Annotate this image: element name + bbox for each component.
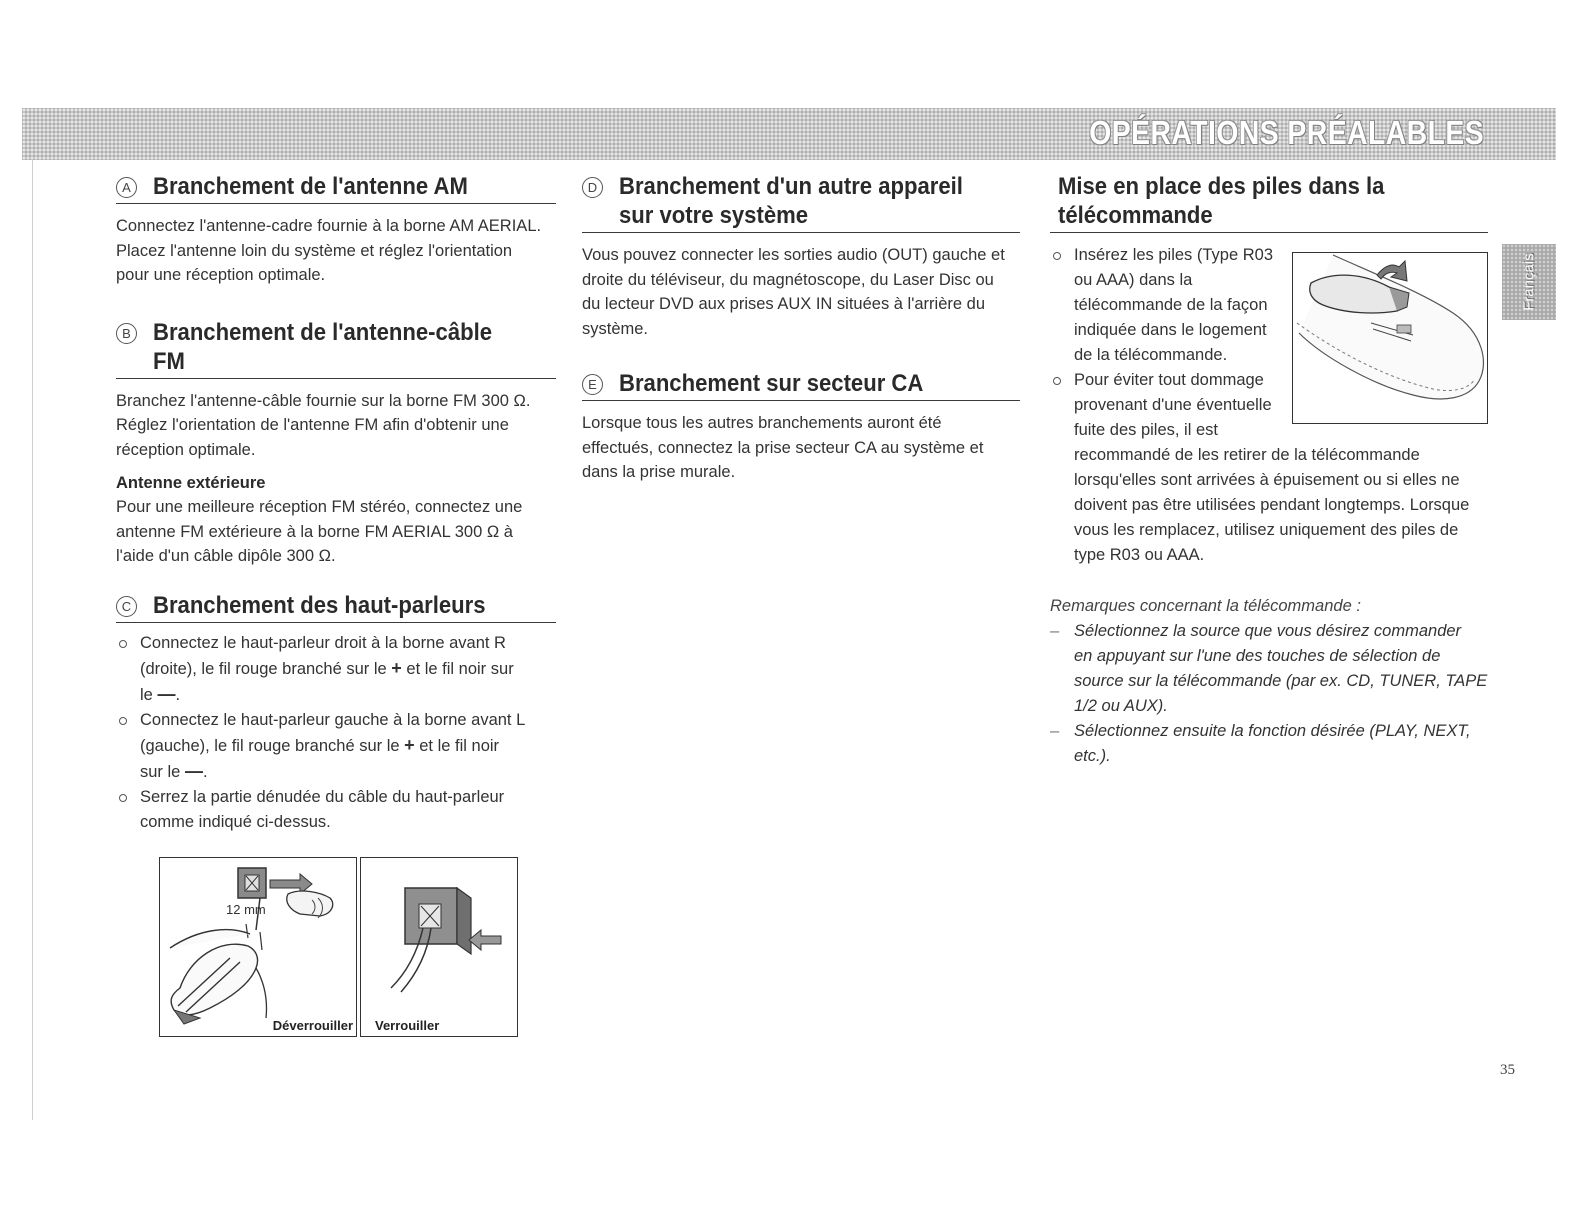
remote-battery-illustration — [1293, 253, 1487, 423]
figure-caption-unlock: Déverrouiller — [272, 1018, 353, 1033]
measure-label: 12 mm — [226, 902, 266, 917]
section-b-subtext: Pour une meilleure réception FM stéréo, connectez une antenne FM extérieure à la borne FM AERIAL 300 Ω à l'aide d'un câble dipôle 300 Ω. — [116, 498, 523, 565]
section-d-text: Vous pouvez connecter les sorties audio (OUT) gauche et droite du téléviseur, du magnétoscope, du Laser Disc ou du lecteur DVD aux prises AUX IN situées à l'arrière du système. — [582, 246, 1005, 338]
section-letter-d: D — [582, 177, 603, 198]
language-tab — [1502, 244, 1556, 320]
section-e-text: Lorsque tous les autres branchements auront été effectués, connectez la prise secteur CA au système et dans la prise murale. — [582, 414, 984, 481]
section-c-title: Branchement des haut-parleurs — [153, 591, 486, 619]
figure-lock — [360, 857, 518, 1037]
section-e-title: Branchement sur secteur CA — [619, 370, 924, 397]
section-letter-a: A — [116, 177, 137, 198]
language-label: Français — [1520, 253, 1538, 311]
section-d-title: Branchement d'un autre appareil sur votre système — [619, 173, 963, 229]
speaker-terminal-lock-illustration — [361, 858, 517, 1036]
section-letter-c: C — [116, 596, 137, 617]
section-banner — [22, 108, 1556, 160]
figure-unlock — [159, 857, 357, 1037]
column-middle — [582, 172, 1020, 485]
section-c-bullets — [116, 631, 556, 835]
remote-remarks — [1050, 594, 1488, 769]
section-b-subhead: Antenne extérieure — [116, 474, 266, 492]
section-d-heading — [582, 172, 1020, 233]
section-a-title: Branchement de l'antenne AM — [153, 173, 468, 200]
section-c-heading — [116, 591, 556, 623]
list-item: Serrez la partie dénudée du câble du haut-parleur comme indiqué ci-dessus. — [116, 785, 556, 835]
section-a-text: Connectez l'antenne-cadre fournie à la borne AM AERIAL. Placez l'antenne loin du système et réglez l'orientation pour une réception optimale. — [116, 217, 542, 284]
page-margin-rule — [32, 160, 33, 1120]
remarks-title: Remarques concernant la télécommande : — [1050, 597, 1361, 615]
batteries-title: Mise en place des piles dans la télécommande — [1058, 173, 1385, 229]
column-left — [116, 172, 556, 835]
section-b-title: Branchement de l'antenne-câble FM — [153, 318, 493, 375]
list-item: Connectez le haut-parleur gauche à la borne avant L (gauche), le fil rouge branché sur le + et le fil noir sur le —. — [116, 708, 556, 785]
figure-battery-insert — [1292, 252, 1488, 424]
section-a-heading — [116, 172, 556, 204]
speaker-terminal-unlock-illustration — [160, 858, 356, 1036]
list-item: Connectez le haut-parleur droit à la borne avant R (droite), le fil rouge branché sur le + et le fil noir sur le —. — [116, 631, 556, 708]
section-letter-b: B — [116, 323, 137, 344]
section-b-heading — [116, 318, 556, 379]
banner-title: OPÉRATIONS PRÉALABLES — [1089, 114, 1484, 151]
remark-item: – Sélectionnez la source que vous désirez commander en appuyant sur l'une des touches de sélection de source sur la télécommande (par ex. CD, TUNER, TAPE 1/2 ou AUX). — [1050, 622, 1488, 715]
page-number: 35 — [1500, 1062, 1515, 1078]
section-b-text: Branchez l'antenne-câble fournie sur la borne FM 300 Ω. Réglez l'orientation de l'antenne FM afin d'obtenir une réception optimale. — [116, 391, 531, 459]
remark-item: – Sélectionnez ensuite la fonction désirée (PLAY, NEXT, etc.). — [1050, 722, 1471, 765]
section-letter-e: E — [582, 374, 603, 395]
list-item: Pour éviter tout dommage provenant d'une éventuelle fuite des piles, il est recommandé de les retirer de la télécommande lorsqu'elles sont arrivées à épuisement ou si elles ne doivent pas être utilisées pendant longtemps. Lorsque vous les remplacez, utilisez uniquement des piles de type R03 ou AAA. — [1050, 368, 1488, 568]
section-e-heading — [582, 369, 1020, 401]
batteries-heading — [1050, 172, 1488, 233]
list-item: Insérez les piles (Type R03 ou AAA) dans la télécommande de la façon indiquée dans le logement de la télécommande. — [1050, 243, 1488, 368]
figure-caption-lock: Verrouiller — [375, 1018, 440, 1033]
